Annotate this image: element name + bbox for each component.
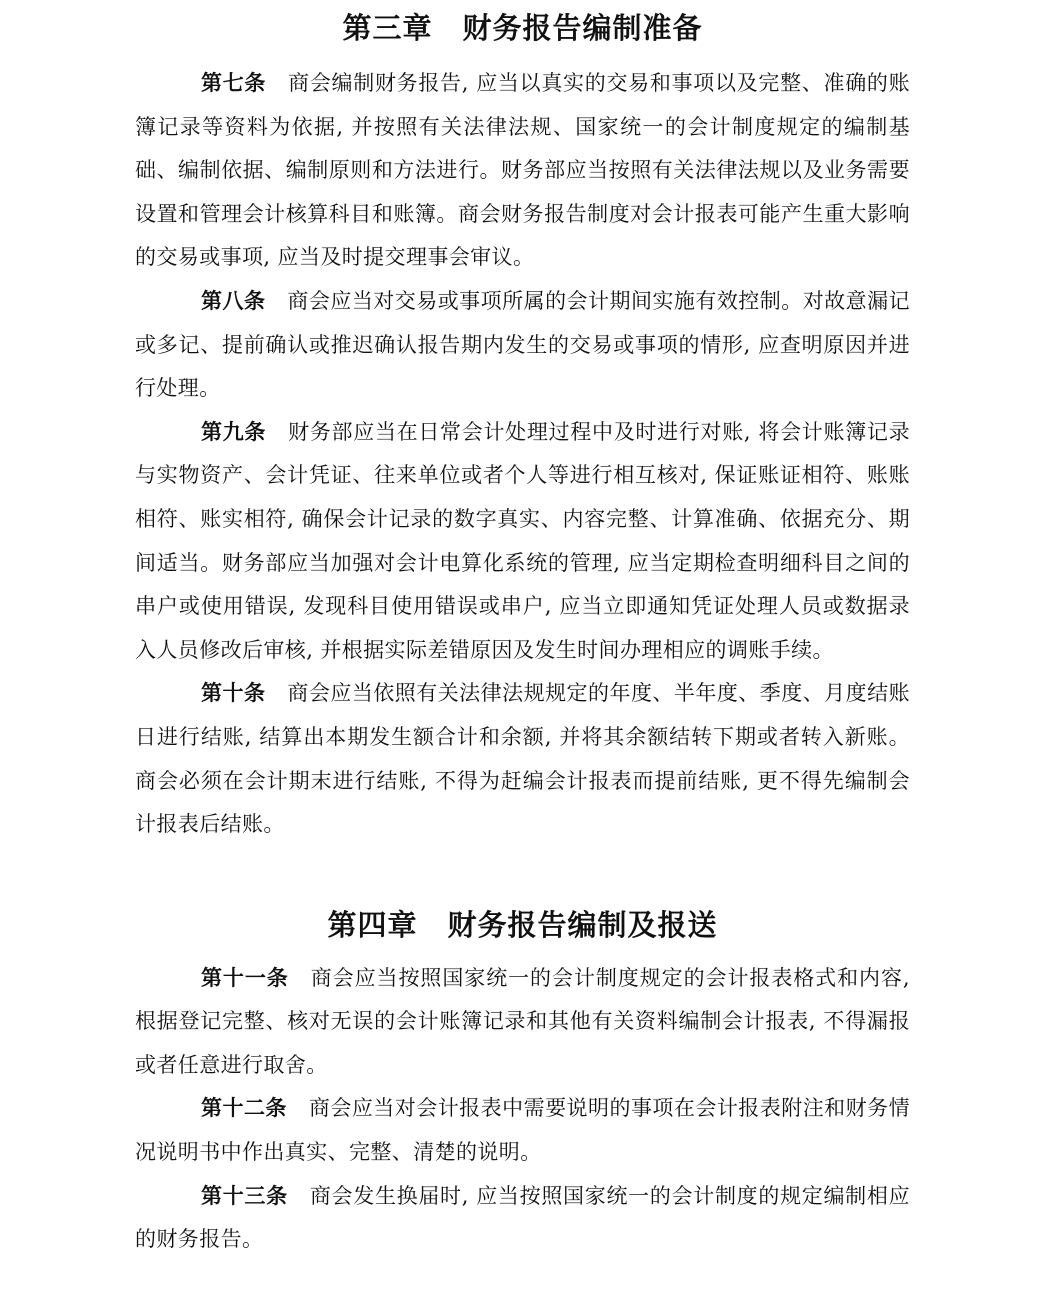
- article-7-text: 商会编制财务报告, 应当以真实的交易和事项以及完整、准确的账簿记录等资料为依据, 并按照有关法律法规、国家统一的会计制度规定的编制基础、编制依据、编制原则和方法进行。财务部应当按照有关法律法规以及业务需要设置和管理会计核算科目和账簿。商会财务报告制度对会计报表可能产生重大影响的交易或事项, 应当及时提交理事会审议。: [135, 71, 910, 270]
- article-9: [135, 411, 910, 673]
- article-12-text: 商会应当对会计报表中需要说明的事项在会计报表附注和财务情况说明书中作出真实、完整、清楚的说明。: [135, 1096, 910, 1165]
- chapter-4-title: 第四章 财务报告编制及报送: [327, 907, 718, 942]
- article-11: [135, 957, 910, 1088]
- article-8-title: 第八条: [201, 288, 266, 313]
- article-13: [135, 1175, 910, 1262]
- article-10-text: 商会应当依照有关法律法规规定的年度、半年度、季度、月度结账日进行结账, 结算出本期发生额合计和余额, 并将其余额结转下期或者转入新账。商会必须在会计期末进行结账, 不得为赶编会计报表而提前结账, 更不得先编制会计报表后结账。: [135, 681, 910, 837]
- article-10-title: 第十条: [201, 681, 266, 706]
- article-8: [135, 280, 910, 411]
- article-11-title: 第十一条: [201, 965, 289, 990]
- article-9-title: 第九条: [201, 419, 267, 444]
- article-7-title: 第七条: [201, 71, 267, 95]
- article-13-text: 商会发生换届时, 应当按照国家统一的会计制度的规定编制相应的财务报告。: [135, 1183, 910, 1252]
- article-9-text: 财务部应当在日常会计处理过程中及时进行对账, 将会计账簿记录与实物资产、会计凭证、往来单位或者个人等进行相互核对, 保证账证相符、账账相符、账实相符, 确保会计记录的数字真实、内容完整、计算准确、依据充分、期间适当。财务部应当加强对会计电算化系统的管理, 应当定期检查明细科目之间的串户或使用错误, 发现科目使用错误或串户, 应当立即通知凭证处理人员或数据录入人员修改后审核, 并根据实际差错原因及发生时间办理相应的调账手续。: [135, 419, 910, 662]
- article-12: [135, 1087, 910, 1174]
- chapter-3-title: 第三章 财务报告编制准备: [342, 11, 703, 45]
- article-8-text: 商会应当对交易或事项所属的会计期间实施有效控制。对故意漏记或多记、提前确认或推迟确认报告期内发生的交易或事项的情形, 应查明原因并进行处理。: [135, 288, 910, 401]
- article-7: [135, 62, 910, 280]
- article-11-text: 商会应当按照国家统一的会计制度规定的会计报表格式和内容, 根据登记完整、核对无误的会计账簿记录和其他有关资料编制会计报表, 不得漏报或者任意进行取舍。: [135, 965, 910, 1077]
- article-13-title: 第十三条: [201, 1183, 288, 1208]
- article-12-title: 第十二条: [201, 1096, 287, 1121]
- article-10: [135, 672, 910, 846]
- document-page: [135, 0, 910, 1262]
